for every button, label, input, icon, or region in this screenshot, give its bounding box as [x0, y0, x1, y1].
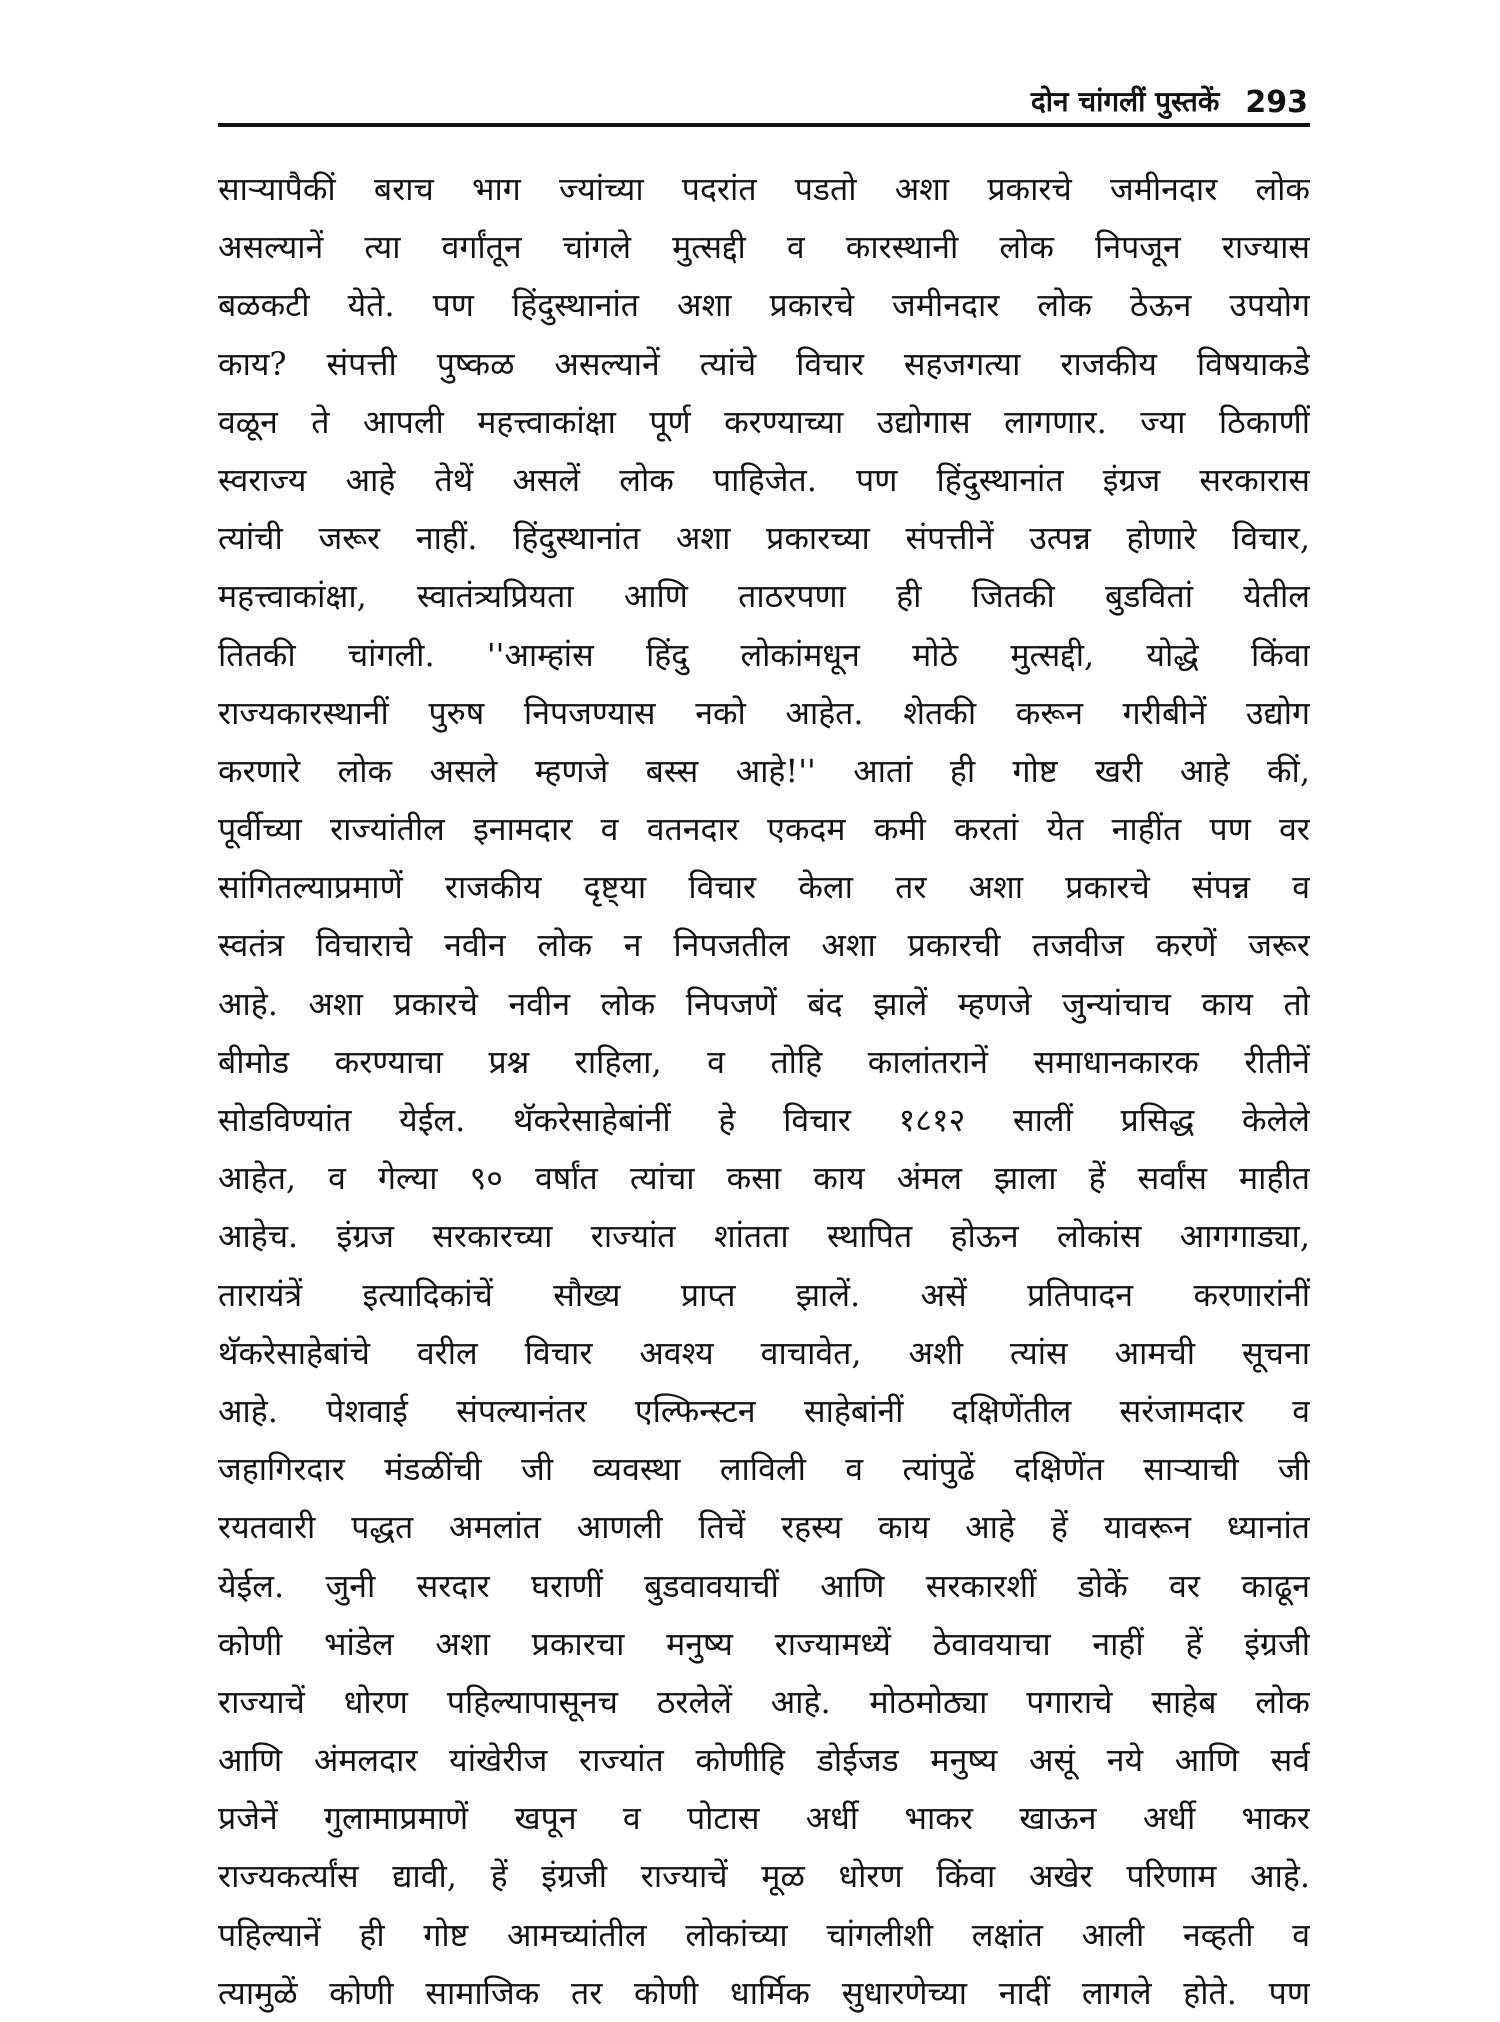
text-line: पूर्वीच्या राज्यांतील इनामदार व वतनदार एकदम कमी करतां येत नाहींत पण वर: [218, 810, 1310, 849]
text-line: महत्त्वाकांक्षा, स्वातंत्र्यप्रियता आणि ताठरपणा ही जितकी बुडवितां येतील: [218, 577, 1310, 616]
text-line: त्यांची जरूर नाहीं. हिंदुस्थानांत अशा प्रकारच्या संपत्तीनें उत्पन्न होणारे विचार,: [218, 519, 1310, 558]
page-number: 293: [1245, 85, 1308, 120]
text-line: आणि अंमलदार यांखेरीज राज्यांत कोणीहि डोईजड मनुष्य असूं नये आणि सर्व: [218, 1741, 1310, 1780]
running-header: [218, 60, 1308, 120]
text-line: बीमोड करण्याचा प्रश्न राहिला, व तोहि कालांतरानें समाधानकारक रीतीनें: [218, 1042, 1310, 1081]
text-line: तितकी चांगली. ''आम्हांस हिंदु लोकांमधून मोठे मुत्सद्दी, योद्धे किंवा: [218, 635, 1310, 674]
text-line: करणारे लोक असले म्हणजे बस्स आहे!'' आतां ही गोष्ट खरी आहे कीं,: [218, 751, 1310, 790]
text-line: रयतवारी पद्धत अमलांत आणली तिचें रहस्य काय आहे हें यावरून ध्यानांत: [218, 1508, 1310, 1547]
text-line: आहेच. इंग्रज सरकारच्या राज्यांत शांतता स्थापित होऊन लोकांस आगगाड्या,: [218, 1217, 1310, 1256]
text-line: राज्यकर्त्यांस द्यावी, हें इंग्रजी राज्याचें मूळ धोरण किंवा अखेर परिणाम आहे.: [218, 1857, 1310, 1896]
text-line: पहिल्यानें ही गोष्ट आमच्यांतील लोकांच्या चांगलीशी लक्षांत आली नव्हती व: [218, 1915, 1310, 1954]
text-line: आहेत, व गेल्या ९० वर्षांत त्यांचा कसा काय अंमल झाला हें सर्वांस माहीत: [218, 1159, 1310, 1198]
text-line: असल्यानें त्या वर्गांतून चांगले मुत्सद्दी व कारस्थानी लोक निपजून राज्यास: [218, 228, 1310, 267]
text-line: बळकटी येते. पण हिंदुस्थानांत अशा प्रकारचे जमीनदार लोक ठेऊन उपयोग: [218, 286, 1310, 325]
text-line: प्रजेनें गुलामाप्रमाणें खपून व पोटास अर्धी भाकर खाऊन अर्धी भाकर: [218, 1799, 1310, 1838]
text-line: सांगितल्याप्रमाणें राजकीय दृष्ट्या विचार केला तर अशा प्रकारचे संपन्न व: [218, 868, 1310, 907]
text-line: स्वराज्य आहे तेथें असलें लोक पाहिजेत. पण हिंदुस्थानांत इंग्रज सरकारास: [218, 460, 1310, 499]
text-line: आहे. अशा प्रकारचे नवीन लोक निपजणें बंद झालें म्हणजे जुन्यांचाच काय तो: [218, 984, 1310, 1023]
text-line: तारायंत्रें इत्यादिकांचें सौख्य प्राप्त झालें. असें प्रतिपादन करणारांनीं: [218, 1275, 1310, 1314]
text-line: राज्याचें धोरण पहिल्यापासूनच ठरलेलें आहे. मोठमोठ्या पगाराचे साहेब लोक: [218, 1682, 1310, 1721]
text-line: येईल. जुनी सरदार घराणीं बुडवावयाचीं आणि सरकारशीं डोकें वर काढून: [218, 1566, 1310, 1605]
text-line: कोणी भांडेल अशा प्रकारचा मनुष्य राज्यामध्यें ठेवावयाचा नाहीं हें इंग्रजी: [218, 1624, 1310, 1663]
text-line: त्यामुळें कोणी सामाजिक तर कोणी धार्मिक सुधारणेच्या नादीं लागले होते. पण: [218, 1973, 1310, 2012]
text-line: काय? संपत्ती पुष्कळ असल्यानें त्यांचे विचार सहजगत्या राजकीय विषयाकडे: [218, 344, 1310, 383]
body-text: [218, 160, 1310, 2022]
text-line: साऱ्यापैकीं बराच भाग ज्यांच्या पदरांत पडतो अशा प्रकारचे जमीनदार लोक: [218, 170, 1310, 208]
text-line: राज्यकारस्थानीं पुरुष निपजण्यास नको आहेत. शेतकी करून गरीबीनें उद्योग: [218, 693, 1310, 732]
text-line: वळून ते आपली महत्त्वाकांक्षा पूर्ण करण्याच्या उद्योगास लागणार. ज्या ठिकाणीं: [218, 402, 1310, 441]
header-rule: [218, 123, 1310, 127]
text-line: जहागिरदार मंडळींची जी व्यवस्था लाविली व त्यांपुढें दक्षिणेंत साऱ्याची जी: [218, 1450, 1310, 1489]
text-line: आहे. पेशवाई संपल्यानंतर एल्फिन्स्टन साहेबांनीं दक्षिणेंतील सरंजामदार व: [218, 1391, 1310, 1430]
text-line: सोडविण्यांत येईल. थॅकरेसाहेबांनीं हे विचार १८१२ सालीं प्रसिद्ध केलेले: [218, 1101, 1310, 1139]
text-line: थॅकरेसाहेबांचे वरील विचार अवश्य वाचावेत, अशी त्यांस आमची सूचना: [218, 1333, 1310, 1372]
text-line: स्वतंत्र विचाराचे नवीन लोक न निपजतील अशा प्रकारची तजवीज करणें जरूर: [218, 926, 1310, 965]
running-title: दोन चांगलीं पुस्तकें: [1030, 85, 1220, 118]
